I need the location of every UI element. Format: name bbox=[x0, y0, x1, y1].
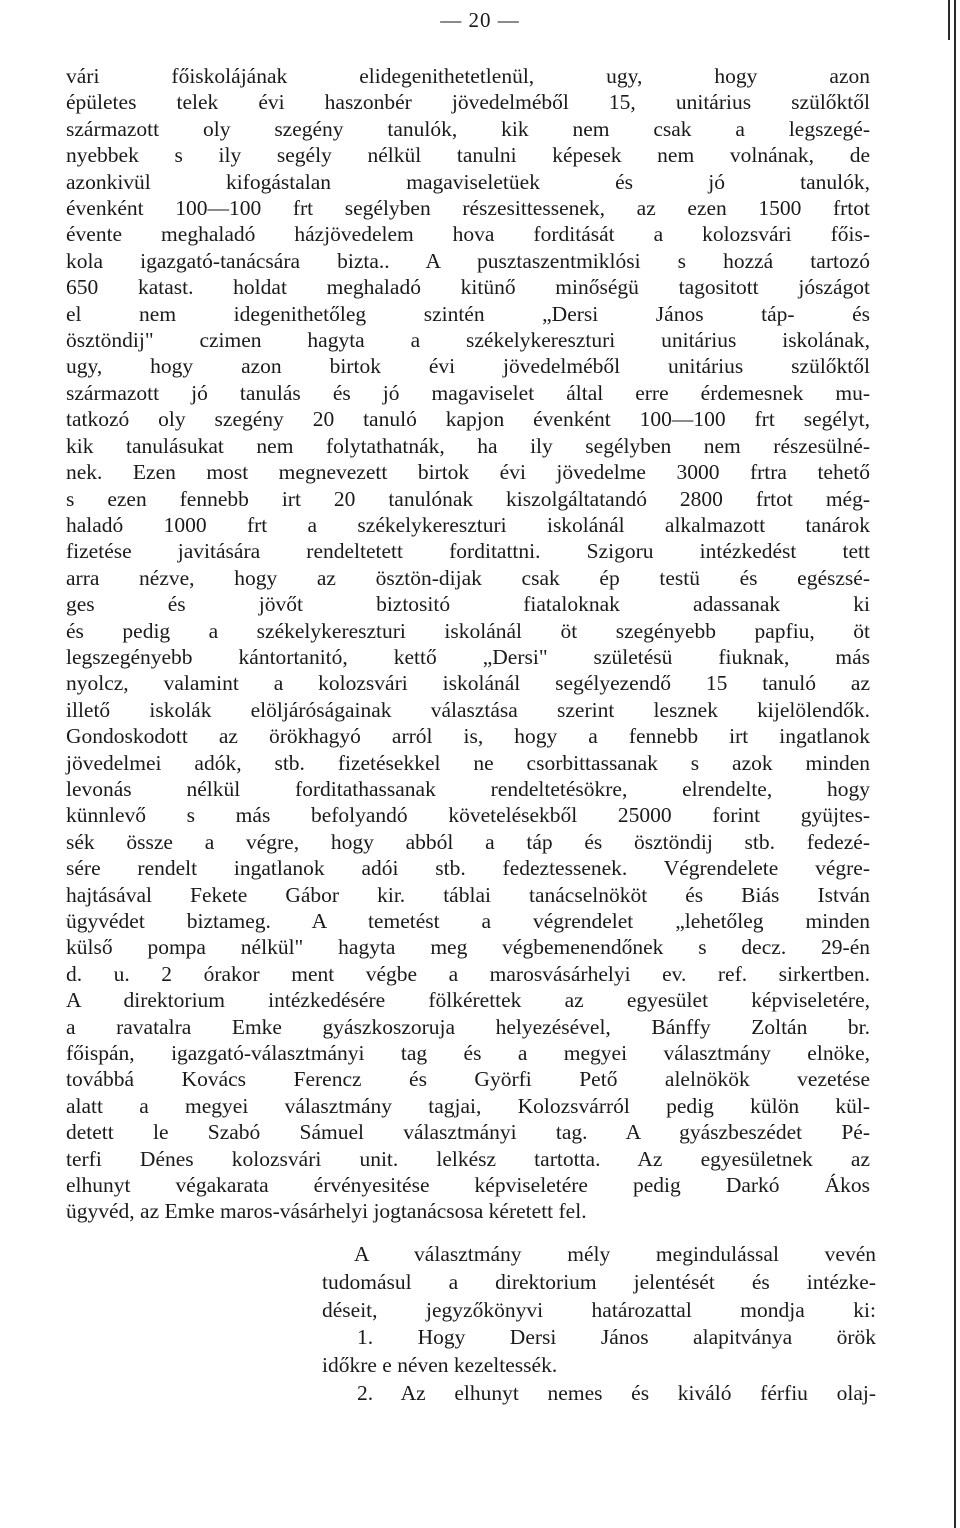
body-line: származott oly szegény tanulók, kik nem csak a legszegé- bbox=[66, 116, 870, 141]
body-line: alatt a megyei választmány tagjai, Kolozsvárról pedig külön kül- bbox=[66, 1093, 870, 1118]
page-edge-rule bbox=[954, 0, 956, 1528]
body-line: nyolcz, valamint a kolozsvári iskolánál segélyezendő 15 tanuló az bbox=[66, 671, 870, 696]
body-line: s ezen fennebb irt 20 tanulónak kiszolgáltatandó 2800 frtot még- bbox=[66, 486, 870, 511]
page-number: — 20 — bbox=[440, 8, 520, 32]
body-line: arra nézve, hogy az ösztön-dijak csak ép testü és egészsé- bbox=[66, 565, 870, 590]
body-line: terfi Dénes kolozsvári unit. lelkész tartotta. Az egyesületnek az bbox=[66, 1146, 870, 1171]
resolution-line: tudomásul a direktorium jelentését és intézke- bbox=[322, 1269, 876, 1294]
body-line: hajtásával Fekete Gábor kir. táblai tanácselnököt és Biás István bbox=[66, 882, 870, 907]
body-line: ugy, hogy azon birtok évi jövedelméből unitárius szülőktől bbox=[66, 354, 870, 379]
body-line: levonás nélkül forditathassanak rendeltetésökre, elrendelte, hogy bbox=[66, 776, 870, 801]
body-line: el nem idegenithetőleg szintén „Dersi János táp- és bbox=[66, 301, 870, 326]
body-line: kola igazgató-tanácsára bizta.. A pusztaszentmiklósi s hozzá tartozó bbox=[66, 248, 870, 273]
body-line: illető iskolák elöljáróságainak választása szerint lesznek kijelölendők. bbox=[66, 697, 870, 722]
body-line: ges és jövőt biztositó fiataloknak adassanak ki bbox=[66, 592, 870, 617]
body-line: a ravatalra Emke gyászkoszoruja helyezésével, Bánffy Zoltán br. bbox=[66, 1014, 870, 1039]
body-line: elhunyt végakarata érvényesitése képviseletére pedig Darkó Ákos bbox=[66, 1173, 870, 1198]
resolution-text bbox=[66, 1241, 876, 1408]
page-edge-tick bbox=[948, 0, 950, 40]
body-line: azonkivül kifogástalan magaviseletüek és jó tanulók, bbox=[66, 169, 870, 194]
body-line: külső pompa nélkül" hagyta meg végbemenendőnek s decz. 29-én bbox=[66, 935, 870, 960]
body-line: fizetése javitására rendeltetett forditattni. Szigoru intézkedést tett bbox=[66, 539, 870, 564]
resolution-item: 1. Hogy Dersi János alapitványa örök bbox=[357, 1325, 876, 1350]
body-line: künnlevő s más befolyandó követelésekből 25000 forint gyüjtes- bbox=[66, 803, 870, 828]
body-line: Gondoskodott az örökhagyó arról is, hogy a fennebb irt ingatlanok bbox=[66, 724, 870, 749]
body-line: ügyvéd, az Emke maros-vásárhelyi jogtanácsosa kéretett fel. bbox=[66, 1199, 587, 1224]
body-line: jövedelmei adók, stb. fizetésekkel ne csorbittassanak s azok minden bbox=[66, 750, 870, 775]
body-line: detett le Szabó Sámuel választmányi tag. A gyászbeszédet Pé- bbox=[66, 1120, 870, 1145]
body-line: nek. Ezen most megnevezett birtok évi jövedelme 3000 frtra tehető bbox=[66, 460, 870, 485]
body-line: évenként 100—100 frt segélyben részesittessenek, az ezen 1500 frtot bbox=[66, 196, 870, 221]
resolution-line: déseit, jegyzőkönyvi határozattal mondja ki: bbox=[322, 1297, 876, 1322]
body-line: tatkozó oly szegény 20 tanuló kapjon évenként 100—100 frt segélyt, bbox=[66, 407, 870, 432]
body-line: kik tanulásukat nem folytathatnák, ha ily segélyben nem részesülné- bbox=[66, 433, 870, 458]
body-line: d. u. 2 órakor ment végbe a marosvásárhelyi ev. ref. sirkertben. bbox=[66, 961, 870, 986]
body-line: sék össze a végre, hogy abból a táp és ösztöndij stb. fedezé- bbox=[66, 829, 870, 854]
body-line: haladó 1000 frt a székelykereszturi iskolánál alkalmazott tanárok bbox=[66, 512, 870, 537]
body-line: származott jó tanulás és jó magaviselet által erre érdemesnek mu- bbox=[66, 380, 870, 405]
body-line: sére rendelt ingatlanok adói stb. fedeztessenek. Végrendelete végre- bbox=[66, 856, 870, 881]
body-line: ösztöndij" czimen hagyta a székelykereszturi unitárius iskolának, bbox=[66, 328, 870, 353]
body-text bbox=[66, 63, 870, 1225]
body-line: főispán, igazgató-választmányi tag és a megyei választmány elnöke, bbox=[66, 1041, 870, 1066]
body-line: és pedig a székelykereszturi iskolánál öt szegényebb papfiu, öt bbox=[66, 618, 870, 643]
resolution-item: 2. Az elhunyt nemes és kiváló férfiu olaj- bbox=[357, 1380, 876, 1405]
resolution-line: A választmány mély megindulással vevén bbox=[354, 1242, 876, 1266]
body-line: A direktorium intézkedésére fölkérettek az egyesület képviseletére, bbox=[66, 988, 870, 1013]
body-line: 650 katast. holdat meghaladó kitünő minőségü tagositott jószágot bbox=[66, 275, 870, 300]
body-line: ügyvédet biztameg. A temetést a végrendelet „lehetőleg minden bbox=[66, 909, 870, 933]
body-line: továbbá Kovács Ferencz és Györfi Pető alelnökök vezetése bbox=[66, 1067, 870, 1092]
body-line: épületes telek évi haszonbér jövedelméből 15, unitárius szülőktől bbox=[66, 90, 870, 115]
body-line: vári főiskolájának elidegenithetetlenül, ugy, hogy azon bbox=[66, 64, 870, 88]
body-line: nyebbek s ily segély nélkül tanulni képesek nem volnának, de bbox=[66, 143, 870, 168]
body-line: legszegényebb kántortanitó, kettő „Dersi" születésü fiuknak, más bbox=[66, 644, 870, 669]
resolution-line: időkre e néven kezeltessék. bbox=[322, 1353, 558, 1378]
body-line: évente meghaladó házjövedelem hova forditását a kolozsvári főis- bbox=[66, 222, 870, 247]
